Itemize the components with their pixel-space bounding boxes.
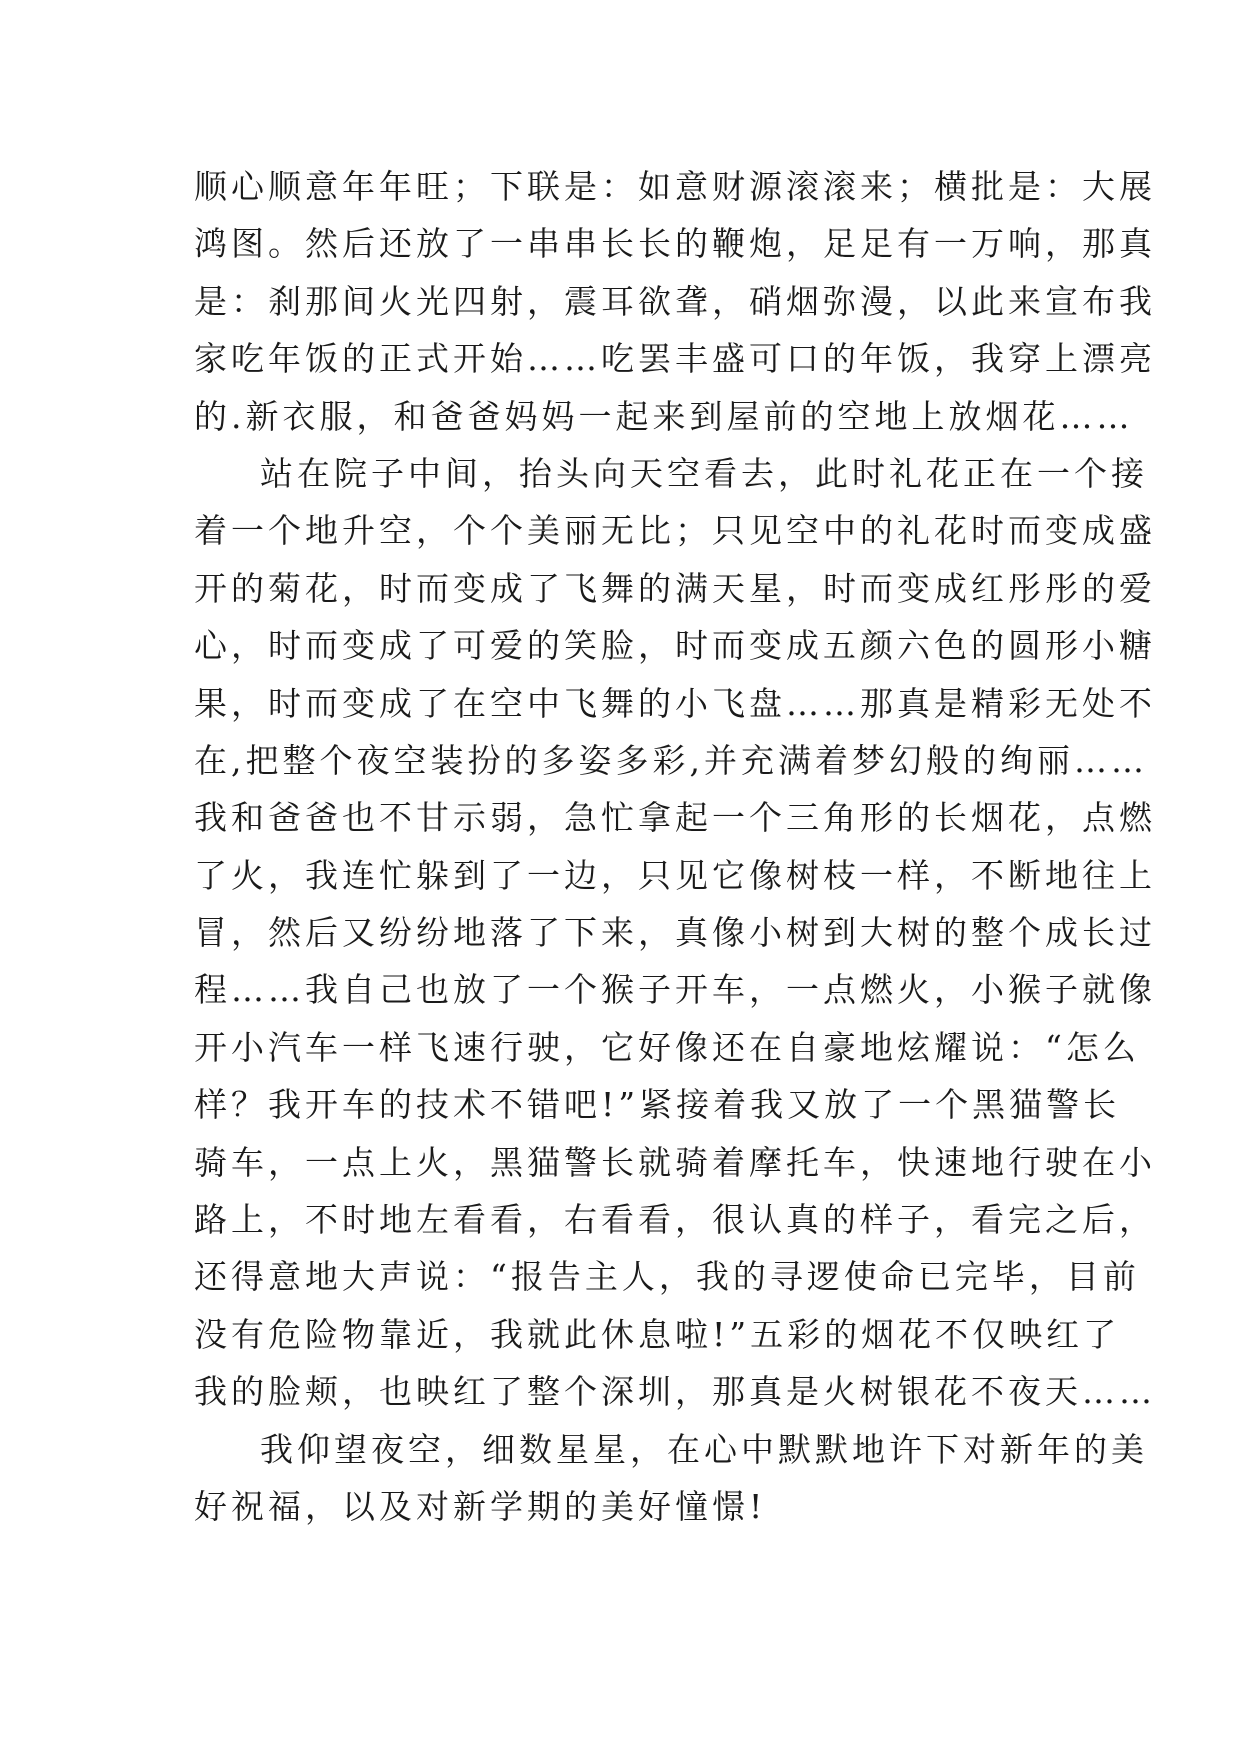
text-line: 在,把整个夜空装扮的多姿多彩,并充满着梦幻般的绚丽……	[194, 740, 1148, 780]
text-line: 我的脸颊，也映红了整个深圳，那真是火树银花不夜天……	[194, 1372, 1156, 1412]
text-line: 是：刹那间火光四射，震耳欲聋，硝烟弥漫，以此来宣布我	[194, 281, 1156, 321]
body-text	[194, 158, 1156, 1535]
text-line: 鸿图。然后还放了一串串长长的鞭炮，足足有一万响，那真	[194, 224, 1156, 264]
text-line: 样？我开车的技术不错吧!”紧接着我又放了一个黑猫警长	[194, 1085, 1121, 1125]
text-line: 还得意地大声说：“报告主人，我的寻逻使命已完毕，目前	[194, 1257, 1140, 1297]
text-line: 站在院子中间，抬头向天空看去，此时礼花正在一个接	[260, 453, 1148, 493]
text-line: 开小汽车一样飞速行驶，它好像还在自豪地炫耀说：“怎么	[194, 1027, 1140, 1067]
text-line: 冒，然后又纷纷地落了下来，真像小树到大树的整个成长过	[194, 913, 1156, 953]
text-line: 程……我自己也放了一个猴子开车，一点燃火，小猴子就像	[194, 970, 1156, 1010]
text-line: 路上，不时地左看看，右看看，很认真的样子，看完之后，	[194, 1200, 1156, 1240]
text-line: 的.新衣服，和爸爸妈妈一起来到屋前的空地上放烟花……	[194, 396, 1134, 436]
text-line: 我和爸爸也不甘示弱，急忙拿起一个三角形的长烟花，点燃	[194, 798, 1156, 838]
text-line: 心，时而变成了可爱的笑脸，时而变成五颜六色的圆形小糖	[194, 626, 1156, 666]
text-line: 开的菊花，时而变成了飞舞的满天星，时而变成红彤彤的爱	[194, 568, 1156, 608]
text-line: 果，时而变成了在空中飞舞的小飞盘……那真是精彩无处不	[194, 683, 1156, 723]
text-line: 好祝福，以及对新学期的美好憧憬!	[194, 1486, 767, 1526]
text-line: 顺心顺意年年旺；下联是：如意财源滚滚来；横批是：大展	[194, 167, 1156, 206]
text-line: 了火，我连忙躲到了一边，只见它像树枝一样，不断地往上	[194, 855, 1156, 895]
text-line: 骑车，一点上火，黑猫警长就骑着摩托车，快速地行驶在小	[194, 1142, 1156, 1182]
text-line: 着一个地升空，个个美丽无比；只见空中的礼花时而变成盛	[194, 511, 1156, 551]
text-line: 我仰望夜空，细数星星，在心中默默地许下对新年的美	[260, 1429, 1148, 1469]
text-line: 没有危险物靠近，我就此休息啦!”五彩的烟花不仅映红了	[194, 1314, 1121, 1354]
text-line: 家吃年饭的正式开始……吃罢丰盛可口的年饭，我穿上漂亮	[194, 339, 1156, 379]
